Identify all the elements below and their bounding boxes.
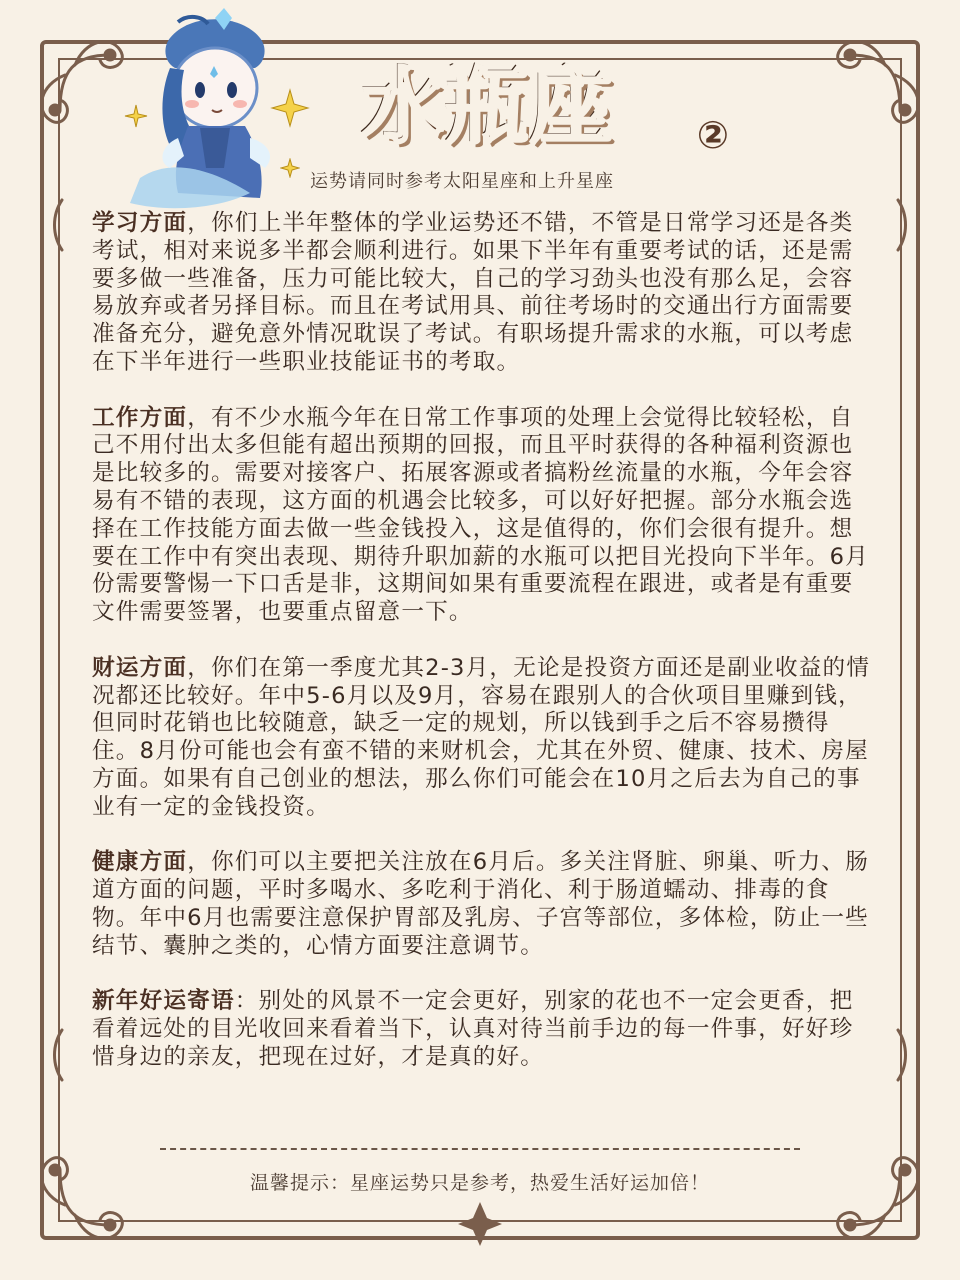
section-heading: 健康方面 <box>92 849 188 876</box>
left-flourish-bottom <box>55 1030 63 1080</box>
section-work <box>92 405 872 627</box>
sparkle-icon-tiny <box>280 158 300 178</box>
corner-ornament-bottom-left <box>42 1158 123 1239</box>
left-flourish-top <box>55 200 63 250</box>
diamond-star-icon <box>458 1202 502 1246</box>
sparkle-icon <box>270 88 310 128</box>
section-body: ：别处的风景不一定会更好，别家的花也不一定会更香，把看着远处的目光收回来看着当下，认真对待当前手边的每一件事，好好珍惜身边的亲友，把现在过好，才是真的好。 <box>92 988 854 1070</box>
section-heading: 财运方面 <box>92 654 188 681</box>
section-wealth <box>92 655 872 822</box>
part-number-badge: ② <box>696 113 730 157</box>
page-title: 水瓶座 <box>361 59 614 155</box>
section-body: ，你们可以主要把关注放在6月后。多关注肾脏、卵巢、听力、肠道方面的问题，平时多喝水、多吃利于消化、利于肠道蠕动、排毒的食物。年中6月也需要注意保护胃部及乳房、子宫等部位，多体检，防止一些结节、囊肿之类的，心情方面要注意调节。 <box>92 849 869 959</box>
section-new-year-wish <box>92 988 872 1071</box>
section-health <box>92 849 872 960</box>
corner-ornament-bottom-right <box>838 1158 919 1239</box>
fortune-content <box>92 210 872 1100</box>
section-study <box>92 210 872 377</box>
right-flourish-bottom <box>898 1030 906 1080</box>
subtitle: 运势请同时参考太阳星座和上升星座 <box>310 171 614 192</box>
dashed-divider <box>160 1148 800 1150</box>
sparkle-icon-small <box>124 104 148 128</box>
section-heading: 新年好运寄语 <box>92 988 235 1015</box>
section-heading: 工作方面 <box>92 404 188 431</box>
section-body: ，有不少水瓶今年在日常工作事项的处理上会觉得比较轻松，自己不用付出太多但能有超出预期的回报，而且平时获得的各种福利资源也是比较多的。需要对接客户、拓展客源或者搞粉丝流量的水瓶，今年会容易有不错的表现，这方面的机遇会比较多，可以好好把握。部分水瓶会选择在工作技能方面去做一些金钱投入，这是值得的，你们会很有提升。想要在工作中有突出表现、期待升职加薪的水瓶可以把目光投向下半年。6月份需要警惕一下口舌是非，这期间如果有重要流程在跟进，或者是有重要文件需要签署，也要重点留意一下。 <box>92 404 869 626</box>
section-body: ，你们在第一季度尤其2-3月，无论是投资方面还是副业收益的情况都还比较好。年中5-6月以及9月，容易在跟别人的合伙项目里赚到钱，但同时花销也比较随意，缺乏一定的规划，所以钱到手之后不容易攒得住。8月份可能也会有蛮不错的来财机会，尤其在外贸、健康、技术、房屋方面。如果有自己创业的想法，那么你们可能会在10月之后去为自己的事业有一定的金钱投资。 <box>92 654 871 820</box>
section-body: ，你们上半年整体的学业运势还不错，不管是日常学习还是各类考试，相对来说多半都会顺利进行。如果下半年有重要考试的话，还是需要多做一些准备，压力可能比较大，自己的学习劲头也没有那么足，会容易放弃或者另择目标。而且在考试用具、前往考场时的交通出行方面需要准备充分，避免意外情况耽误了考试。有职场提升需求的水瓶，可以考虑在下半年进行一些职业技能证书的考取。 <box>92 210 854 375</box>
section-heading: 学习方面 <box>92 210 188 236</box>
right-flourish-top <box>898 200 906 250</box>
corner-ornament-top-right <box>838 42 919 123</box>
footer-tip: 温馨提示：星座运势只是参考，热爱生活好运加倍！ <box>249 1172 710 1194</box>
